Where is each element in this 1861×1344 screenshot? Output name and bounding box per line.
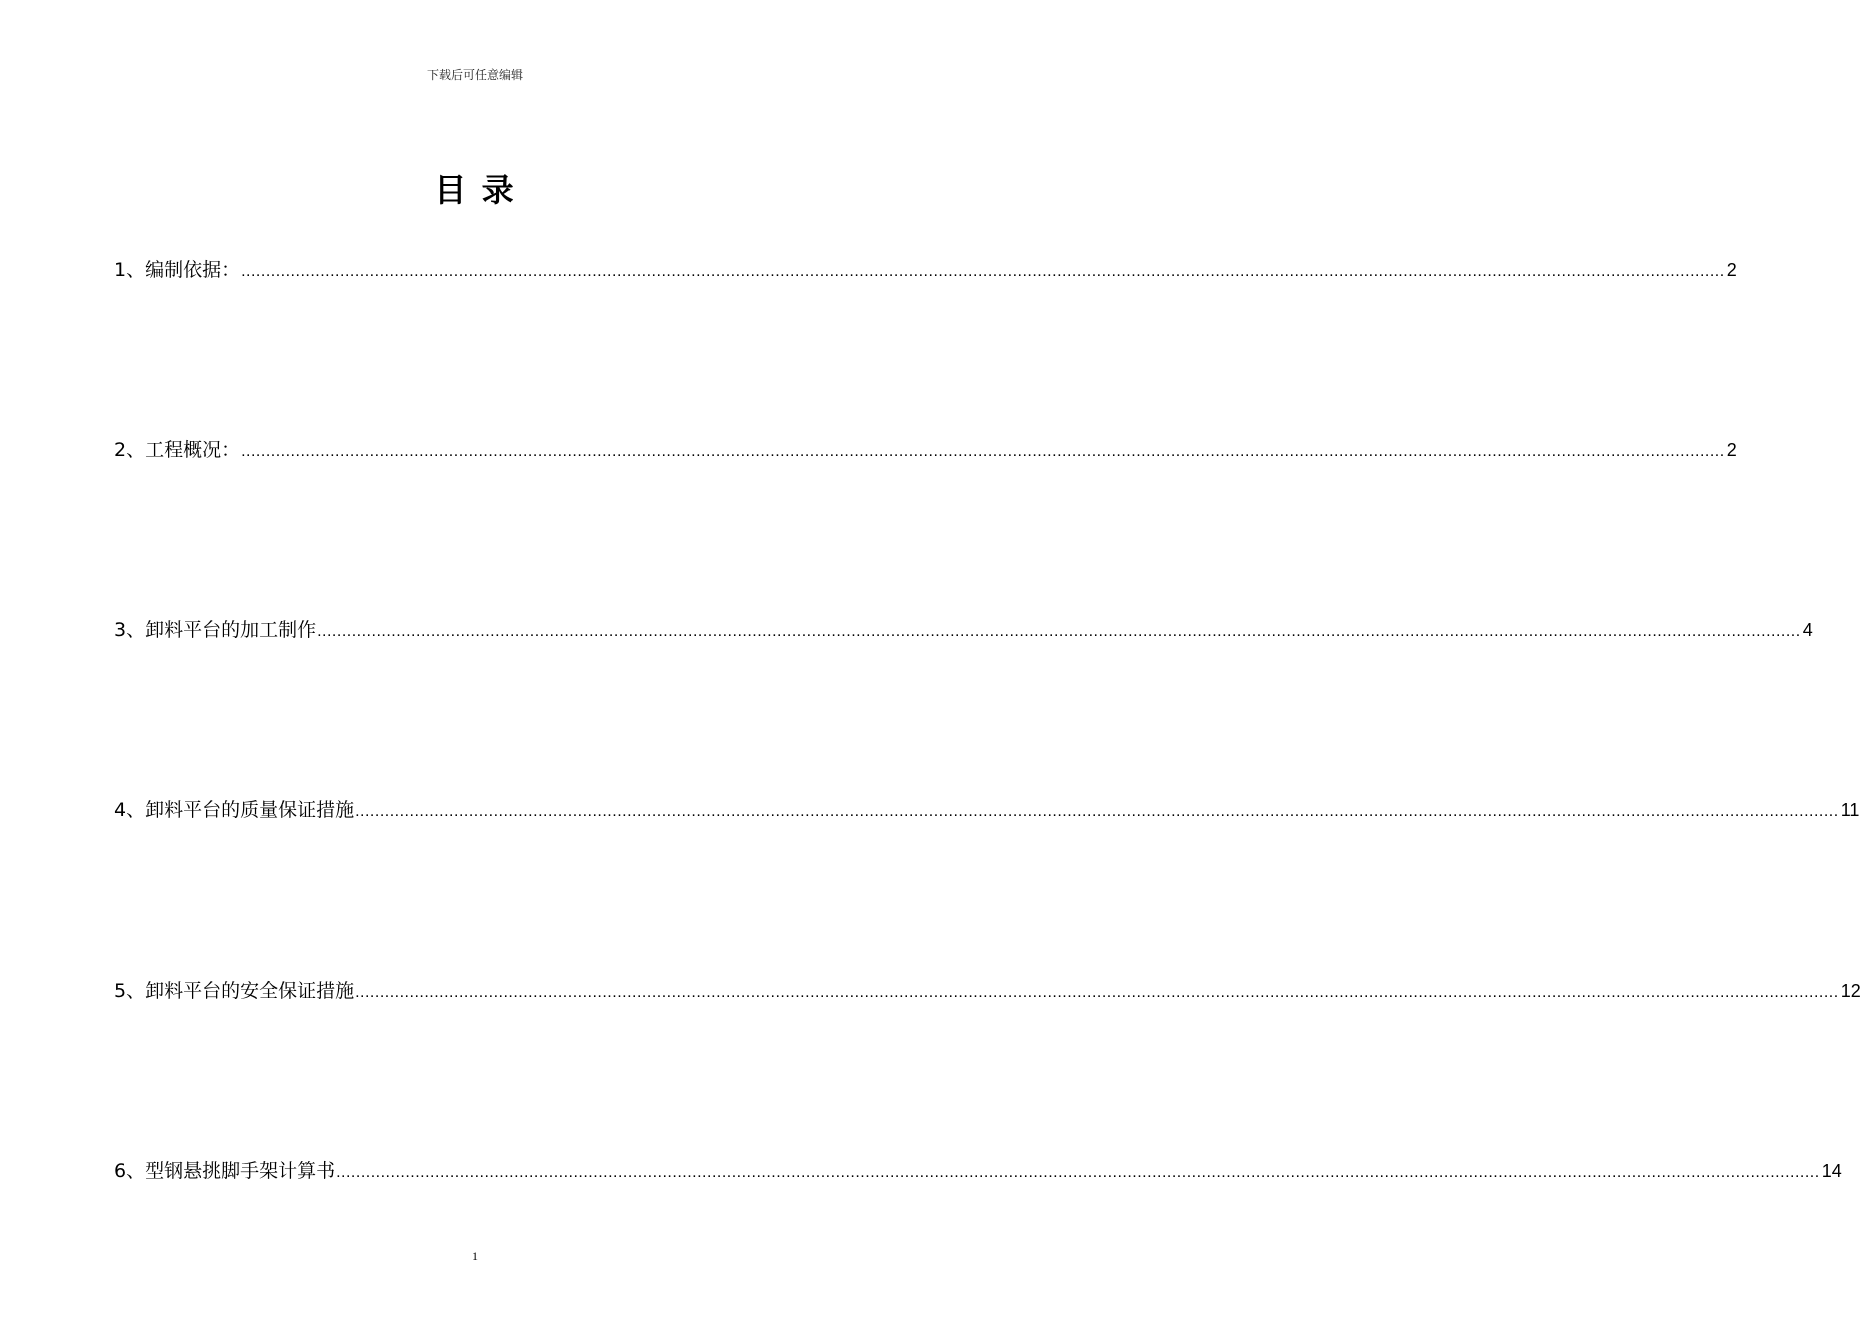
toc-page-number: 2 bbox=[1726, 440, 1737, 460]
table-of-contents bbox=[114, 0, 1861, 1344]
toc-leader-dots: ............................................................................................................................................................................................................................................................................................................ bbox=[317, 623, 1801, 640]
toc-entry-label: 5、卸料平台的安全保证措施 bbox=[114, 980, 355, 1002]
toc-entry-label: 2、工程概况： bbox=[114, 439, 241, 461]
toc-page-number: 12 bbox=[1840, 981, 1861, 1001]
toc-title: 目 录 bbox=[434, 171, 516, 209]
toc-leader-dots: ............................................................................................................................................................................................................................................................................................................ bbox=[355, 984, 1839, 1001]
toc-page-number: 2 bbox=[1726, 260, 1737, 280]
toc-entry-label: 3、卸料平台的加工制作 bbox=[114, 619, 317, 641]
toc-entry[interactable] bbox=[114, 436, 1737, 464]
toc-page-number: 14 bbox=[1821, 1161, 1842, 1181]
page-number-footer: 1 bbox=[472, 1249, 478, 1263]
toc-leader-dots: ............................................................................................................................................................................................................................................................................................................ bbox=[241, 443, 1725, 460]
toc-entry-label: 6、型钢悬挑脚手架计算书 bbox=[114, 1160, 336, 1182]
toc-entry-label: 1、编制依据： bbox=[114, 259, 241, 281]
toc-leader-dots: ............................................................................................................................................................................................................................................................................................................ bbox=[355, 803, 1839, 820]
toc-leader-dots: ............................................................................................................................................................................................................................................................................................................ bbox=[336, 1164, 1820, 1181]
page-header: 下载后可任意编辑 bbox=[426, 68, 523, 82]
toc-entry-label: 4、卸料平台的质量保证措施 bbox=[114, 799, 355, 821]
toc-entry[interactable] bbox=[114, 1157, 1842, 1185]
toc-entry[interactable] bbox=[114, 256, 1737, 284]
toc-entry[interactable] bbox=[114, 796, 1860, 824]
toc-page-number: 11 bbox=[1840, 800, 1860, 820]
toc-leader-dots: ............................................................................................................................................................................................................................................................................................................ bbox=[241, 263, 1725, 280]
toc-entry[interactable] bbox=[114, 616, 1813, 644]
toc-entry[interactable] bbox=[114, 977, 1861, 1005]
toc-page-number: 4 bbox=[1802, 620, 1813, 640]
